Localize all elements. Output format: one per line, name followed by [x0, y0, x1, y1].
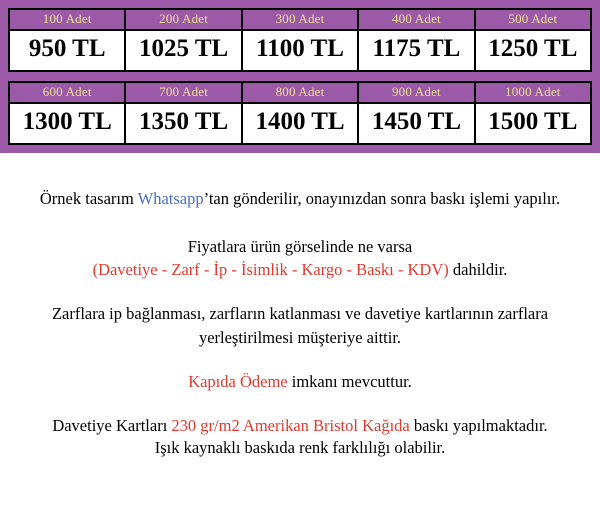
price-cell-300	[241, 8, 359, 72]
quantity-label: 300 Adet	[243, 10, 357, 31]
price-cell-400	[357, 8, 475, 72]
note-sample-design-text-1: Örnek tasarım	[39, 188, 138, 208]
price-cell-800	[241, 81, 359, 145]
note-cash-on-delivery-text: imkanı mevcuttur.	[287, 372, 412, 392]
note-paper-type	[10, 414, 590, 438]
quantity-label: 500 Adet	[476, 10, 590, 31]
cash-on-delivery-label: Kapıda Ödeme	[188, 372, 288, 392]
note-price-includes-line2: dahildir.	[448, 260, 508, 280]
note-customer-responsibility: Zarflara ip bağlanması, zarfların katlanması ve davetiye kartlarının zarflara yerleştirilmesi müşteriye aittir.	[51, 304, 549, 348]
quantity-label: 1000 Adet	[476, 83, 590, 104]
price-cell-100	[8, 8, 126, 72]
note-paper-type-text-1: Davetiye Kartları	[52, 416, 172, 436]
price-cell-200	[124, 8, 242, 72]
quantity-label: 200 Adet	[126, 10, 240, 31]
price-row	[8, 81, 592, 145]
note-price-includes	[10, 235, 590, 283]
price-cell-900	[357, 81, 475, 145]
price-value: 1350 TL	[126, 104, 240, 143]
note-sample-design-text-2: ’tan gönderilir, onayınızdan sonra baskı işlemi yapılır.	[203, 188, 561, 208]
price-value: 950 TL	[10, 31, 124, 70]
quantity-label: 700 Adet	[126, 83, 240, 104]
price-value: 1450 TL	[359, 104, 473, 143]
price-value: 1100 TL	[243, 31, 357, 70]
paper-spec-label: 230 gr/m2 Amerikan Bristol Kağıda	[171, 416, 410, 436]
note-cash-on-delivery	[10, 370, 590, 394]
price-cell-1000	[474, 81, 592, 145]
quantity-label: 100 Adet	[10, 10, 124, 31]
note-paper-type-text-2: baskı yapılmaktadır.	[409, 416, 548, 436]
price-value: 1175 TL	[359, 31, 473, 70]
quantity-label: 800 Adet	[243, 83, 357, 104]
price-table	[0, 0, 600, 153]
price-row	[8, 8, 592, 72]
quantity-label: 900 Adet	[359, 83, 473, 104]
price-value: 1025 TL	[126, 31, 240, 70]
note-color-variation: Işık kaynaklı baskıda renk farklılığı olabilir.	[154, 438, 446, 458]
price-value: 1250 TL	[476, 31, 590, 70]
note-price-includes-line1: Fiyatlara ürün görselinde ne varsa	[187, 236, 413, 256]
quantity-label: 400 Adet	[359, 10, 473, 31]
note-price-includes-items: (Davetiye - Zarf - İp - İsimlik - Kargo - Baskı - KDV)	[92, 260, 449, 280]
notes-section	[0, 153, 600, 460]
note-sample-design	[10, 187, 590, 211]
price-value: 1300 TL	[10, 104, 124, 143]
price-value: 1400 TL	[243, 104, 357, 143]
price-value: 1500 TL	[476, 104, 590, 143]
whatsapp-label: Whatsapp	[137, 188, 204, 208]
price-cell-500	[474, 8, 592, 72]
price-cell-600	[8, 81, 126, 145]
quantity-label: 600 Adet	[10, 83, 124, 104]
price-cell-700	[124, 81, 242, 145]
